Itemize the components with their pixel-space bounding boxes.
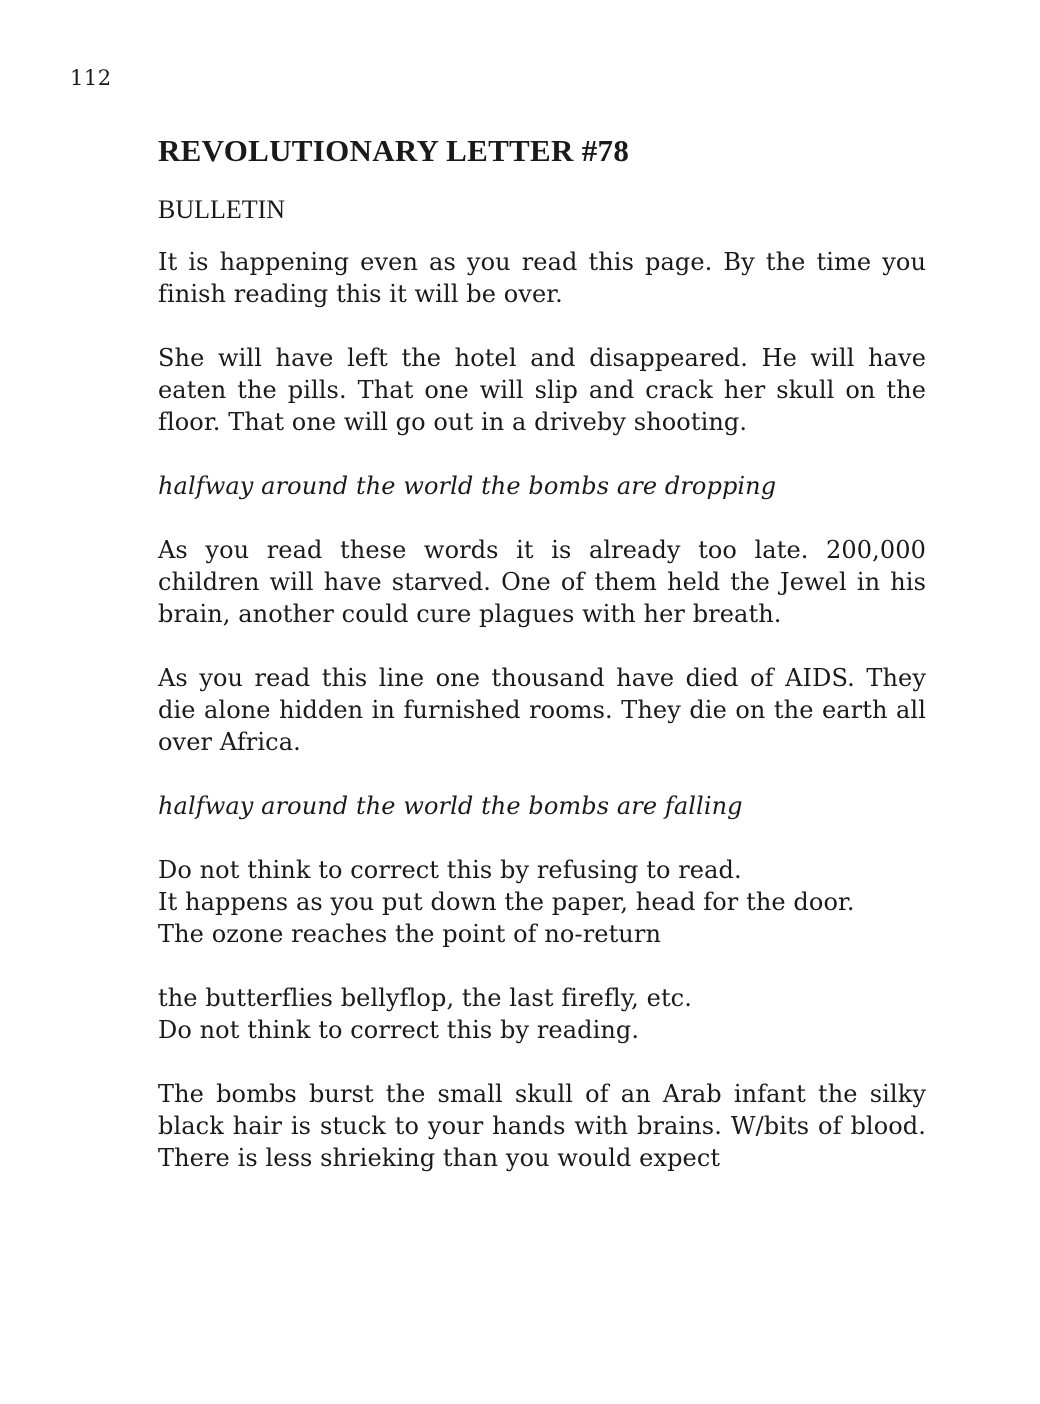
stanza-1 [158,854,926,950]
paragraph-1: It is happening even as you read this page. By the time you finish reading this it will be over. [158,248,926,308]
stanza-2-line-2: Do not think to correct this by reading. [158,1016,640,1044]
paragraph-3: As you read these words it is already too late. 200,000 children will have starved. One of them held the Jewel in his brain, another could cure plagues with her breath. [158,536,926,628]
poem-body [158,130,926,1174]
poem-title: REVOLUTIONARY LETTER #78 [158,133,630,168]
poem-subtitle: BULLETIN [158,195,286,224]
stanza-1-line-3: The ozone reaches the point of no-return [158,920,661,948]
refrain-falling: halfway around the world the bombs are falling [158,792,743,820]
stanza-2-line-1: the butterflies bellyflop, the last firefly, etc. [158,984,692,1012]
refrain-dropping: halfway around the world the bombs are dropping [158,472,777,500]
paragraph-2: She will have left the hotel and disappeared. He will have eaten the pills. That one will slip and crack her skull on the floor. That one will go out in a driveby shooting. [158,344,926,436]
stanza-1-line-2: It happens as you put down the paper, head for the door. [158,888,855,916]
paragraph-4: As you read this line one thousand have died of AIDS. They die alone hidden in furnished rooms. They die on the earth all over Africa. [158,664,926,756]
stanza-2 [158,982,926,1046]
page-number: 112 [70,66,112,90]
stanza-1-line-1: Do not think to correct this by refusing to read. [158,856,742,884]
final-paragraph: The bombs burst the small skull of an Arab infant the silky black hair is stuck to your hands with brains. W/bits of blood. There is less shrieking than you would expect [158,1080,926,1172]
